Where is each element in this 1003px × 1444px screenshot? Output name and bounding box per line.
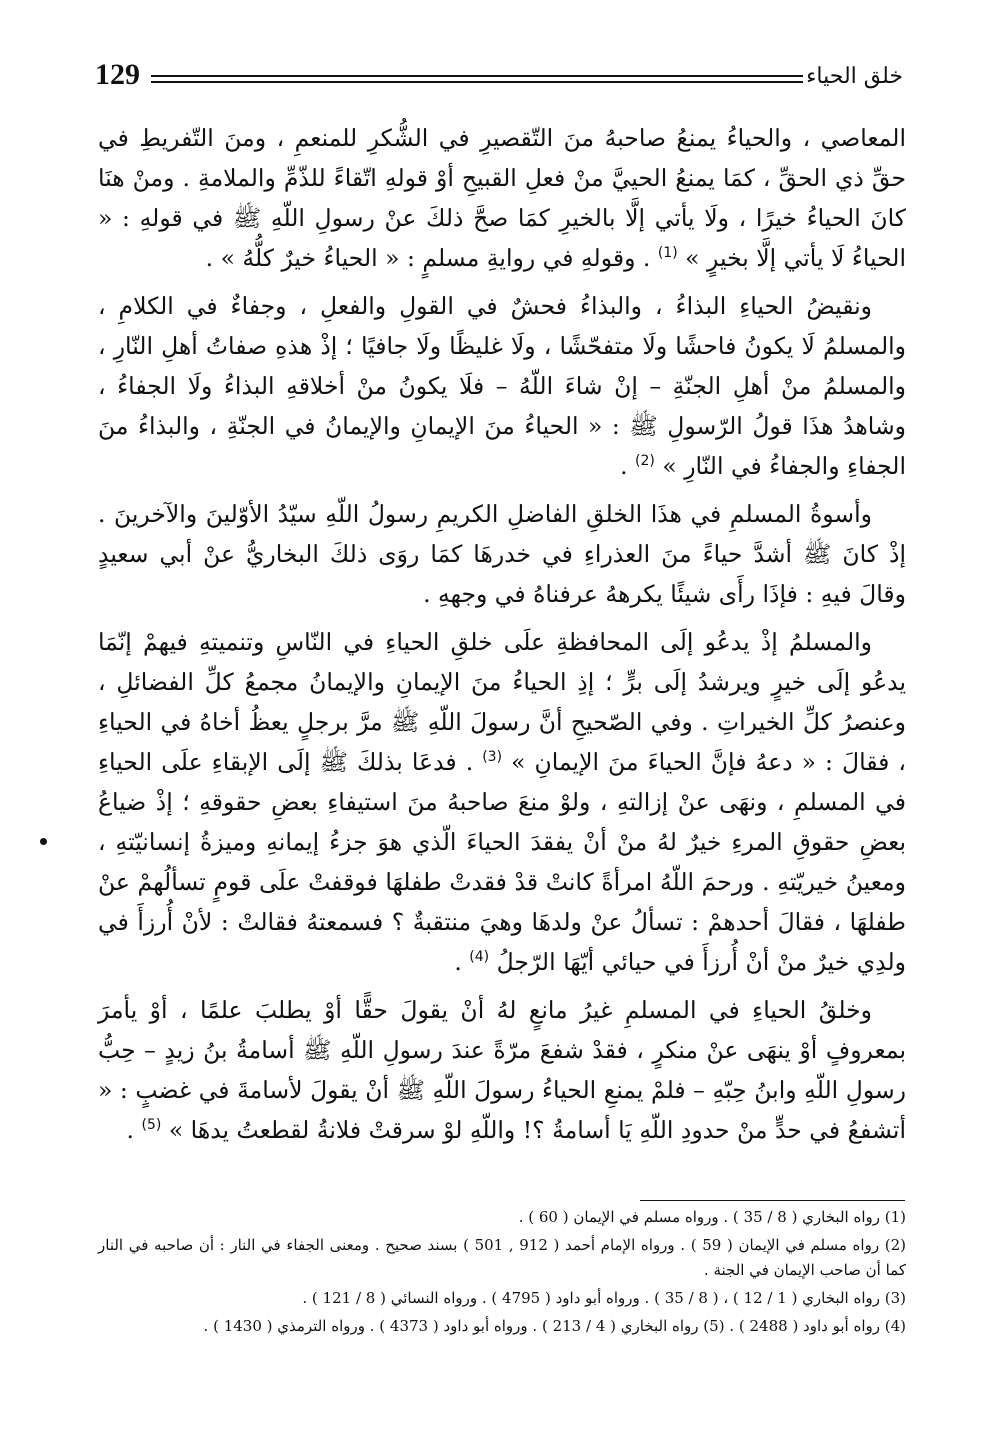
footnote-ref-4: (4) xyxy=(469,949,490,966)
footnotes xyxy=(98,1205,906,1342)
footnote-rule xyxy=(640,1200,905,1201)
paragraph-3: وأسوةُ المسلمِ في هذَا الخلقِ الفاضلِ الكريمِ رسولُ اللّهِ سيّدُ الأوّلينَ والآخرينَ . إذْ كانَ ﷺ أشدَّ حياءً منَ العذراءِ في خدرهَا كمَا روَى ذلكَ البخاريُّ عنْ أبي سعيدٍ وقالَ فيهِ : فإذَا رأَى شيئًا يكرههُ عرفناهُ في وجههِ . xyxy=(98,500,906,608)
footnote-4: (4) رواه أبو داود ( 2488 ) . (5) رواه البخاري ( 4 / 213 ) . ورواه أبو داود ( 4373 ) . ورواه الترمذي ( 1430 ) . xyxy=(203,1317,906,1335)
footnote-3: (3) رواه البخاري ( 1 / 12 ) ، ( 8 / 35 ) . ورواه أبو داود ( 4795 ) . ورواه النسائي ( 8 / 121 ) . xyxy=(302,1289,906,1307)
footnote-ref-1: (1) xyxy=(657,245,678,262)
paragraph-5: وخلقُ الحياءِ في المسلمِ غيرُ مانعٍ لهُ أنْ يقولَ حقًّا أوْ يطلبَ علمًا ، أوْ يأمرَ بمعروفٍ أوْ ينهَى عنْ منكرٍ ، فقدْ شفعَ مرّةً عندَ رسولِ اللّهِ ﷺ أسامةُ بنُ زيدٍ – حِبُّ رسولِ اللّهِ وابنُ حِبّهِ – فلمْ يمنعِ الحياءُ رسولَ اللّهِ ﷺ أنْ يقولَ لأسامةَ في غضبٍ : « أتشفعُ في حدٍّ منْ حدودِ اللّهِ يَا أسامةُ ؟! واللّهِ لوْ سرقتْ فلانةُ لقطعتُ يدهَا » $^{(5)}$ . xyxy=(98,996,906,1144)
main-text xyxy=(98,118,906,1158)
page-header xyxy=(95,58,903,98)
margin-dot xyxy=(40,838,47,845)
running-title: خلق الحياء xyxy=(806,64,903,89)
page-number: 129 xyxy=(95,58,140,91)
footnote-2: (2) رواه مسلم في الإيمان ( 59 ) . ورواه الإمام أحمد ( 912 , 501 ) بسند صحيح . ومعنى الجفاء في النار : أن صاحبه في النار كما أن صاحب الإيمان في الجنة . xyxy=(98,1236,906,1279)
footnote-ref-2: (2) xyxy=(635,453,655,470)
paragraph-1: المعاصي ، والحياءُ يمنعُ صاحبهُ منَ التّقصيرِ في الشُّكرِ للمنعمِ ، ومنَ التّفريطِ في حقِّ ذي الحقِّ ، كمَا يمنعُ الحييَّ منْ فعلِ القبيحِ أوْ قولهِ اتّقاءً للذّمِّ والملامةِ . ومنْ هنَا كانَ الحياءُ خيرًا ، ولَا يأتي إلَّا بالخيرِ كمَا صحَّ ذلكَ عنْ رسولِ اللّهِ ﷺ في قولهِ : « الحياءُ لَا يأتي إلَّا بخيرٍ » $^{(1)}$ . وقولهِ في روايةِ مسلمٍ : « الحياءُ خيرٌ كلُّهُ » . xyxy=(98,124,906,272)
header-rule xyxy=(151,75,803,83)
footnote-1: (1) رواه البخاري ( 8 / 35 ) . ورواه مسلم في الإيمان ( 60 ) . xyxy=(518,1208,906,1226)
footnote-ref-3: (3) xyxy=(482,749,503,766)
paragraph-2: ونقيضُ الحياءِ البذاءُ ، والبذاءُ فحشٌ في القولِ والفعلِ ، وجفاءٌ في الكلامِ ، والمسلمُ لَا يكونُ فاحشًا ولَا متفحّشًا ، ولَا غليظًا ولَا جافيًا ؛ إذْ هذهِ صفاتُ أهلِ النّارِ ، والمسلمُ منْ أهلِ الجنّةِ – إنْ شاءَ اللّهُ – فلَا يكونُ منْ أخلاقهِ البذاءُ ولَا الجفاءُ ، وشاهدُ هذَا قولُ الرّسولِ ﷺ : « الحياءُ منَ الإيمانِ والإيمانُ في الجنّةِ ، والبذاءُ منَ الجفاءِ والجفاءُ في النّارِ » $^{(2)}$ . xyxy=(98,292,906,480)
footnote-ref-5: (5) xyxy=(141,1117,162,1134)
paragraph-4: والمسلمُ إذْ يدعُو إلَى المحافظةِ علَى خلقِ الحياءِ في النّاسِ وتنميتهِ فيهمْ إنّمَا يدعُو إلَى خيرٍ ويرشدُ إلَى برٍّ ؛ إذِ الحياءُ منَ الإيمانِ والإيمانُ مجمعُ كلِّ الفضائلِ ، وعنصرُ كلِّ الخيراتِ . وفي الصّحيحِ أنَّ رسولَ اللّهِ ﷺ مرَّ برجلٍ يعظُ أخاهُ في الحياءِ ، فقالَ : « دعهُ فإنَّ الحياءَ منَ الإيمانِ » $^{(3)}$ . فدعَا بذلكَ ﷺ إلَى الإبقاءِ علَى الحياءِ في المسلمِ ، ونهَى عنْ إزالتهِ ، ولوْ منعَ صاحبهُ منَ استيفاءِ بعضِ حقوقهِ ؛ إذْ ضياعُ بعضِ حقوقِ المرءِ خيرٌ لهُ منْ أنْ يفقدَ الحياءَ الّذي هوَ جزءُ إيمانهِ وميزةُ إنسانيّتهِ ، ومعينُ خيريّتهِ . ورحمَ اللّهُ امرأةً كانتْ قدْ فقدتْ طفلهَا فوقفتْ علَى قومٍ تسألُهمْ عنْ طفلهَا ، فقالَ أحدهمْ : تسألُ عنْ ولدهَا وهيَ منتقبةٌ ؟ فسمعتهُ فقالتْ : لأنْ أُرزأَ في ولدِي خيرٌ منْ أنْ أُرزأَ في حيائي أيّهَا الرّجلُ $^{(4)}$ . xyxy=(98,628,906,976)
